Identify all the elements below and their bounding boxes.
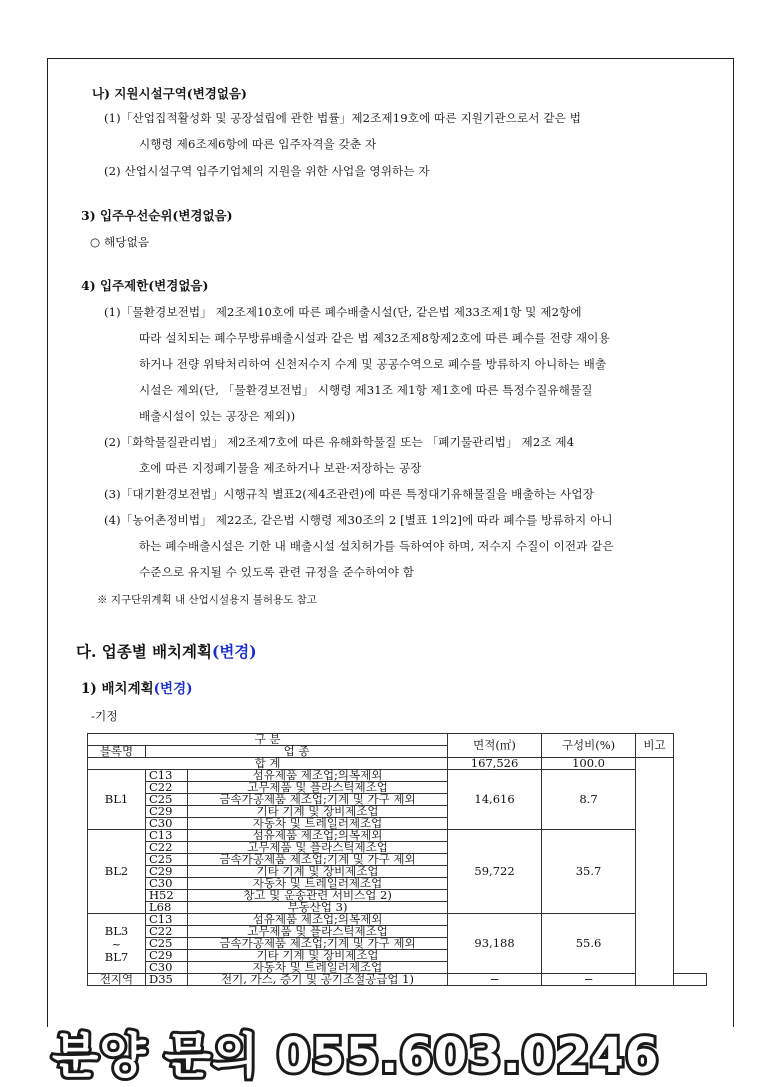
- block-area: 93,188: [448, 914, 542, 974]
- industry-name: 기타 기계 및 장비제조업: [188, 866, 448, 878]
- industry-code: D35: [146, 974, 188, 986]
- industry-name: 창고 및 운송관련 서비스업 2): [188, 890, 448, 902]
- industry-code: L68: [146, 902, 188, 914]
- header-gubun: 구 분: [88, 734, 448, 746]
- header-block: 블록명: [88, 746, 146, 758]
- industry-name: 고무제품 및 플라스틱제조업: [188, 842, 448, 854]
- industry-code: C30: [146, 818, 188, 830]
- industry-name: 자동차 및 트레일러제조업: [188, 962, 448, 974]
- block-name: BL1: [88, 770, 146, 830]
- paragraph-line: 시설은 제외(단, 「물환경보전법」 시행령 제31조 제1항 제1호에 따른 특정수질유해물질: [139, 383, 593, 397]
- section-heading: [76, 640, 257, 662]
- industry-name: 부동산업 3): [188, 902, 448, 914]
- industry-name: 자동차 및 트레일러제조업: [188, 878, 448, 890]
- industry-name: 금속가공제품 제조업;기계 및 가구 제외: [188, 938, 448, 950]
- section-title: 3) 입주우선순위(변경없음): [81, 208, 233, 223]
- total-ratio: 100.0: [542, 758, 636, 770]
- paragraph-line: 시행령 제6조제6항에 따른 입주자격을 갖춘 자: [139, 137, 377, 151]
- industry-code: C22: [146, 782, 188, 794]
- paragraph-line: 하거나 전량 위탁처리하여 신천저수지 수계 및 공공수역으로 폐수를 방류하지 아니하는 배출: [139, 357, 607, 371]
- paragraph-line: (1)「산업집적활성화 및 공장설립에 관한 법률」제2조제19호에 따른 지원기관으로서 같은 법: [104, 111, 582, 125]
- block-area: −: [448, 974, 542, 986]
- heading-change-tag: (변경): [211, 642, 257, 661]
- remark-cell: [674, 974, 707, 986]
- paragraph-line: (2) 산업시설구역 입주기업체의 지원을 위한 사업을 영위하는 자: [104, 164, 430, 178]
- section-title: 나) 지원시설구역(변경없음): [92, 86, 247, 101]
- industry-code: C22: [146, 926, 188, 938]
- paragraph-line: 수준으로 유지될 수 있도록 관련 규정을 준수하여야 함: [139, 565, 415, 579]
- block-area: 14,616: [448, 770, 542, 830]
- subsection-heading: [81, 677, 193, 697]
- header-area: 면적(㎡): [448, 734, 542, 758]
- paragraph-line: (4)「농어촌정비법」 제22조, 같은법 시행령 제30조의 2 [별표 1의2]에 따라 폐수를 방류하지 아니: [104, 513, 613, 527]
- industry-name: 전기, 가스, 증기 및 공기조절공급업 1): [188, 974, 448, 986]
- remark-cell: [636, 758, 674, 986]
- note: ※ 지구단위계획 내 산업시설용지 불허용도 참고: [97, 594, 317, 606]
- subheading-text: 1) 배치계획: [81, 681, 154, 697]
- industry-name: 섬유제품 제조업;의복제외: [188, 770, 448, 782]
- paragraph-line: 배출시설이 있는 공장은 제외)): [139, 409, 296, 423]
- industry-code: C29: [146, 806, 188, 818]
- industry-code: C25: [146, 938, 188, 950]
- industry-name: 금속가공제품 제조업;기계 및 가구 제외: [188, 794, 448, 806]
- industry-code: C25: [146, 794, 188, 806]
- block-name: BL2: [88, 830, 146, 914]
- block-ratio: 8.7: [542, 770, 636, 830]
- paragraph-line: 하는 폐수배출시설은 기한 내 배출시설 설치허가를 득하여야 하며, 저수지 수질이 이전과 같은: [139, 539, 614, 553]
- paragraph-line: (2)「화학물질관리법」 제2조제7호에 따른 유해화학물질 또는 「폐기물관리법」 제2조 제4: [104, 435, 575, 449]
- block-ratio: −: [542, 974, 636, 986]
- section-title: 4) 입주제한(변경없음): [81, 278, 209, 293]
- industry-code: C25: [146, 854, 188, 866]
- contact-banner: 분양 문의 055.603.0246: [52, 1028, 660, 1084]
- total-label: 합 계: [88, 758, 448, 770]
- heading-text: 다. 업종별 배치계획: [76, 642, 212, 661]
- paragraph-line: (3)「대기환경보전법」시행규칙 별표2(제4조관련)에 따른 특정대기유해물질을 배출하는 사업장: [104, 487, 595, 501]
- block-name: 전지역: [88, 974, 146, 986]
- industry-name: 기타 기계 및 장비제조업: [188, 950, 448, 962]
- block-name: [88, 914, 146, 974]
- industry-name: 고무제품 및 플라스틱제조업: [188, 782, 448, 794]
- paragraph-line: 호에 따른 지정폐기물을 제조하거나 보관·저장하는 공장: [139, 461, 422, 475]
- industry-name: 자동차 및 트레일러제조업: [188, 818, 448, 830]
- industry-code: C29: [146, 866, 188, 878]
- industry-name: 섬유제품 제조업;의복제외: [188, 914, 448, 926]
- placement-table: [87, 733, 707, 986]
- block-name-top: BL3: [104, 923, 129, 938]
- paragraph-line: 따라 설치되는 폐수무방류배출시설과 같은 법 제32조제8항제2호에 따른 폐수를 전량 재이용: [139, 331, 610, 345]
- industry-code: C30: [146, 962, 188, 974]
- paragraph-line: ○ 해당없음: [90, 235, 150, 249]
- header-ratio: 구성비(%): [542, 734, 636, 758]
- existing-label: -기정: [91, 709, 118, 723]
- industry-code: C13: [146, 914, 188, 926]
- industry-name: 섬유제품 제조업;의복제외: [188, 830, 448, 842]
- industry-code: C30: [146, 878, 188, 890]
- industry-code: C22: [146, 842, 188, 854]
- header-industry: 업 종: [146, 746, 448, 758]
- subheading-change-tag: (변경): [153, 681, 193, 697]
- industry-name: 고무제품 및 플라스틱제조업: [188, 926, 448, 938]
- block-name-bottom: BL7: [104, 949, 129, 964]
- paragraph-line: (1)「물환경보전법」 제2조제10호에 따른 폐수배출시설(단, 같은법 제33조제1항 및 제2항에: [104, 305, 582, 319]
- industry-code: C13: [146, 830, 188, 842]
- block-name-mid: ~: [111, 936, 122, 951]
- industry-name: 기타 기계 및 장비제조업: [188, 806, 448, 818]
- industry-code: C13: [146, 770, 188, 782]
- block-ratio: 35.7: [542, 830, 636, 914]
- industry-code: H52: [146, 890, 188, 902]
- total-area: 167,526: [448, 758, 542, 770]
- header-remark: 비고: [636, 734, 674, 758]
- industry-code: C29: [146, 950, 188, 962]
- industry-name: 금속가공제품 제조업;기계 및 가구 제외: [188, 854, 448, 866]
- block-area: 59,722: [448, 830, 542, 914]
- block-ratio: 55.6: [542, 914, 636, 974]
